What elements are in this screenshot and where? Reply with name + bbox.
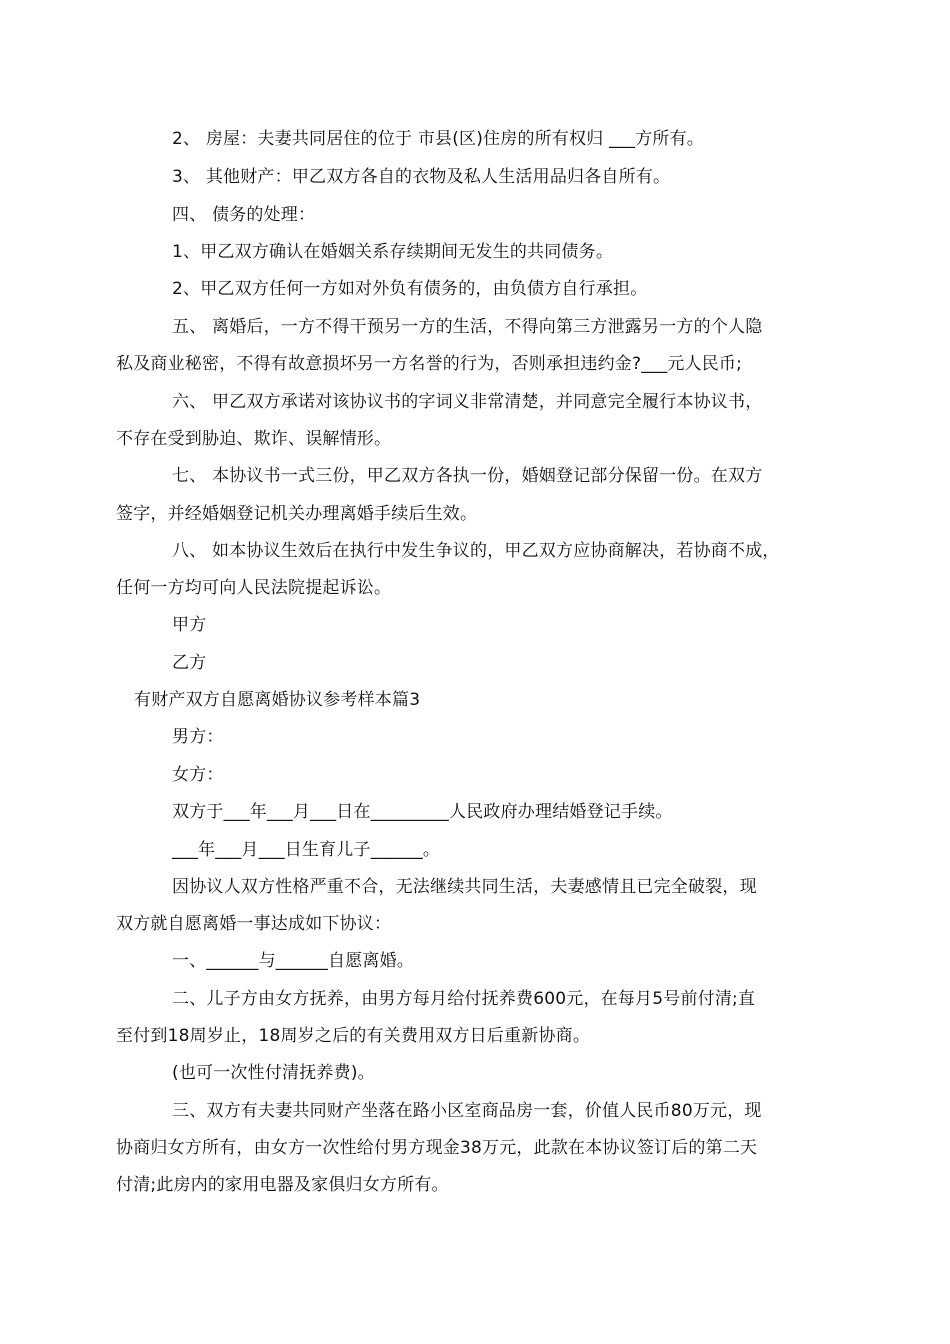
clause-three-line-2: 协商归女方所有，由女方一次性给付男方现金38万元，此款在本协议签订后的第二天 <box>116 1138 758 1158</box>
section-six-line-1: 六、 甲乙双方承诺对该协议书的字词义非常清楚，并同意完全履行本协议书， <box>172 392 763 412</box>
clause-three-line-1: 三、双方有夫妻共同财产坐落在路小区室商品房一套，价值人民币80万元，现 <box>172 1101 762 1121</box>
woman-label: 女方： <box>172 765 224 785</box>
section-five-line-1: 五、 离婚后，一方不得干预另一方的生活，不得向第三方泄露另一方的个人隐 <box>172 317 763 337</box>
section-debt-heading: 四、 债务的处理： <box>172 205 316 225</box>
marriage-registration-line: 双方于___年___月___日在_________人民政府办理结婚登记手续。 <box>172 802 673 822</box>
reason-line-2: 双方就自愿离婚一事达成如下协议： <box>116 914 392 934</box>
section-six-line-2: 不存在受到胁迫、欺诈、误解情形。 <box>116 429 392 449</box>
article-title: 有财产双方自愿离婚协议参考样本篇3 <box>134 690 421 710</box>
party-b-label: 乙方 <box>172 653 207 673</box>
clause-two-note: (也可一次性付清抚养费)。 <box>172 1063 375 1083</box>
section-eight-line-1: 八、 如本协议生效后在执行中发生争议的，甲乙双方应协商解决，若协商不成， <box>172 541 780 561</box>
man-label: 男方： <box>172 727 224 747</box>
party-a-label: 甲方 <box>172 615 207 635</box>
section-eight-line-2: 任何一方均可向人民法院提起诉讼。 <box>116 578 392 598</box>
clause-two-line-2: 至付到18周岁止，18周岁之后的有关费用双方日后重新协商。 <box>116 1026 591 1046</box>
child-birth-line: ___年___月___日生育儿子______。 <box>172 840 441 860</box>
section-seven-line-1: 七、 本协议书一式三份，甲乙双方各执一份，婚姻登记部分保留一份。在双方 <box>172 466 763 486</box>
reason-line-1: 因协议人双方性格严重不合，无法继续共同生活，夫妻感情且已完全破裂，现 <box>172 877 757 897</box>
clause-other-property: 3、 其他财产：甲乙双方各自的衣物及私人生活用品归各自所有。 <box>172 167 671 187</box>
clause-debt-1: 1、甲乙双方确认在婚姻关系存续期间无发生的共同债务。 <box>172 242 614 262</box>
section-seven-line-2: 签字，并经婚姻登记机关办理离婚手续后生效。 <box>116 504 478 524</box>
clause-one: 一、______与______自愿离婚。 <box>172 951 414 971</box>
clause-debt-2: 2、甲乙双方任何一方如对外负有债务的，由负债方自行承担。 <box>172 279 648 299</box>
clause-house: 2、 房屋：夫妻共同居住的位于 市县(区)住房的所有权归 ___方所有。 <box>172 129 704 149</box>
clause-three-line-3: 付清;此房内的家用电器及家俱归女方所有。 <box>116 1175 449 1195</box>
section-five-line-2: 私及商业秘密，不得有故意损坏另一方名誉的行为，否则承担违约金?___元人民币; <box>116 354 743 374</box>
clause-two-line-1: 二、儿子方由女方抚养，由男方每月给付抚养费600元，在每月5号前付清;直 <box>172 989 756 1009</box>
